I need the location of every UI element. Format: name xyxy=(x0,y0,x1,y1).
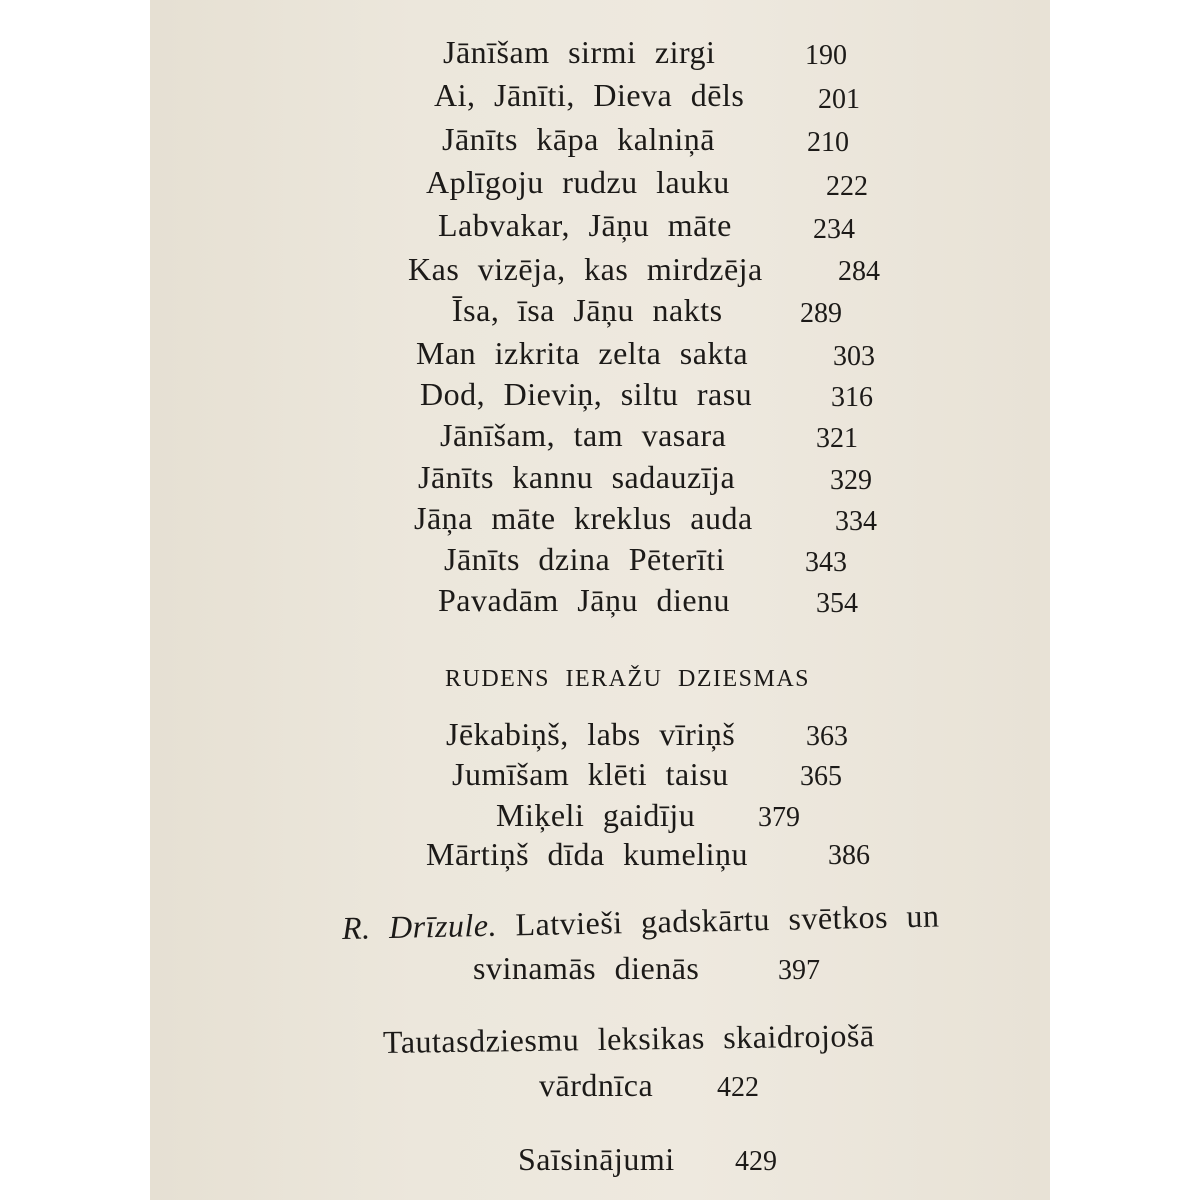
toc-entry-title: Jānīts kāpa kalniņā xyxy=(442,121,715,157)
glossary-line1: Tautasdziesmu leksikas skaidrojošā xyxy=(382,1017,875,1060)
glossary-line2: vārdnīca xyxy=(539,1067,654,1103)
book-page xyxy=(150,0,1050,1200)
toc-entry-title: Dod, Dieviņ, siltu rasu xyxy=(420,376,753,412)
toc-entry-page: 289 xyxy=(800,298,842,329)
toc-entry-title: Jānīšam, tam vasara xyxy=(440,417,727,453)
toc-entry-page: 386 xyxy=(828,840,870,871)
toc-entry-title: Ai, Jānīti, Dieva dēls xyxy=(434,77,745,113)
toc-entry-page: 303 xyxy=(833,341,875,372)
toc-entry-page: 284 xyxy=(838,256,880,287)
toc-entry-title: Jumīšam klēti taisu xyxy=(452,756,729,792)
toc-entry-title: Mārtiņš dīda kumeliņu xyxy=(426,836,749,872)
toc-entry-page: 329 xyxy=(830,465,872,496)
toc-entry-title: Labvakar, Jāņu māte xyxy=(438,207,732,243)
toc-entry-page: 234 xyxy=(813,214,855,245)
toc-entry-title: Jānīts kannu sadauzīja xyxy=(418,459,736,495)
toc-entry-page: 190 xyxy=(805,40,847,71)
toc-entry-title: Jānīšam sirmi zirgi xyxy=(443,34,716,70)
abbreviations-label: Saīsinājumi xyxy=(518,1141,675,1177)
toc-entry-page: 379 xyxy=(758,802,800,833)
toc-entry-title: Man izkrita zelta sakta xyxy=(416,335,749,371)
toc-entry-page: 222 xyxy=(826,171,868,202)
toc-entry-page: 316 xyxy=(831,382,873,413)
essay-author: R. Drīzule. xyxy=(341,906,498,946)
toc-entry-title: Kas vizēja, kas mirdzēja xyxy=(408,251,763,287)
toc-entry-title: Īsa, īsa Jāņu nakts xyxy=(452,292,723,328)
glossary-page: 422 xyxy=(717,1072,759,1103)
toc-entry-page: 365 xyxy=(800,761,842,792)
toc-entry-page: 201 xyxy=(818,84,860,115)
essay-title-line2: svinamās dienās xyxy=(473,950,700,986)
toc-entry-title: Jānīts dzina Pēterīti xyxy=(444,541,726,577)
essay-title-line1: Latvieši gadskārtu svētkos un xyxy=(515,897,940,943)
toc-entry-title: Miķeli gaidīju xyxy=(496,797,696,833)
toc-entry-page: 321 xyxy=(816,423,858,454)
essay-line-1 xyxy=(342,899,940,944)
toc-entry-page: 334 xyxy=(835,506,877,537)
section-heading: RUDENS IERAŽU DZIESMAS xyxy=(445,666,811,692)
toc-entry-page: 343 xyxy=(805,547,847,578)
toc-entry-page: 354 xyxy=(816,588,858,619)
toc-entry-title: Pavadām Jāņu dienu xyxy=(438,582,731,618)
essay-page: 397 xyxy=(778,955,820,986)
toc-entry-title: Jēkabiņš, labs vīriņš xyxy=(446,716,736,752)
toc-entry-page: 363 xyxy=(806,721,848,752)
toc-entry-page: 210 xyxy=(807,127,849,158)
toc-entry-title: Jāņa māte kreklus auda xyxy=(414,500,753,536)
abbreviations-page: 429 xyxy=(735,1146,777,1177)
toc-entry-title: Aplīgoju rudzu lauku xyxy=(426,164,730,200)
